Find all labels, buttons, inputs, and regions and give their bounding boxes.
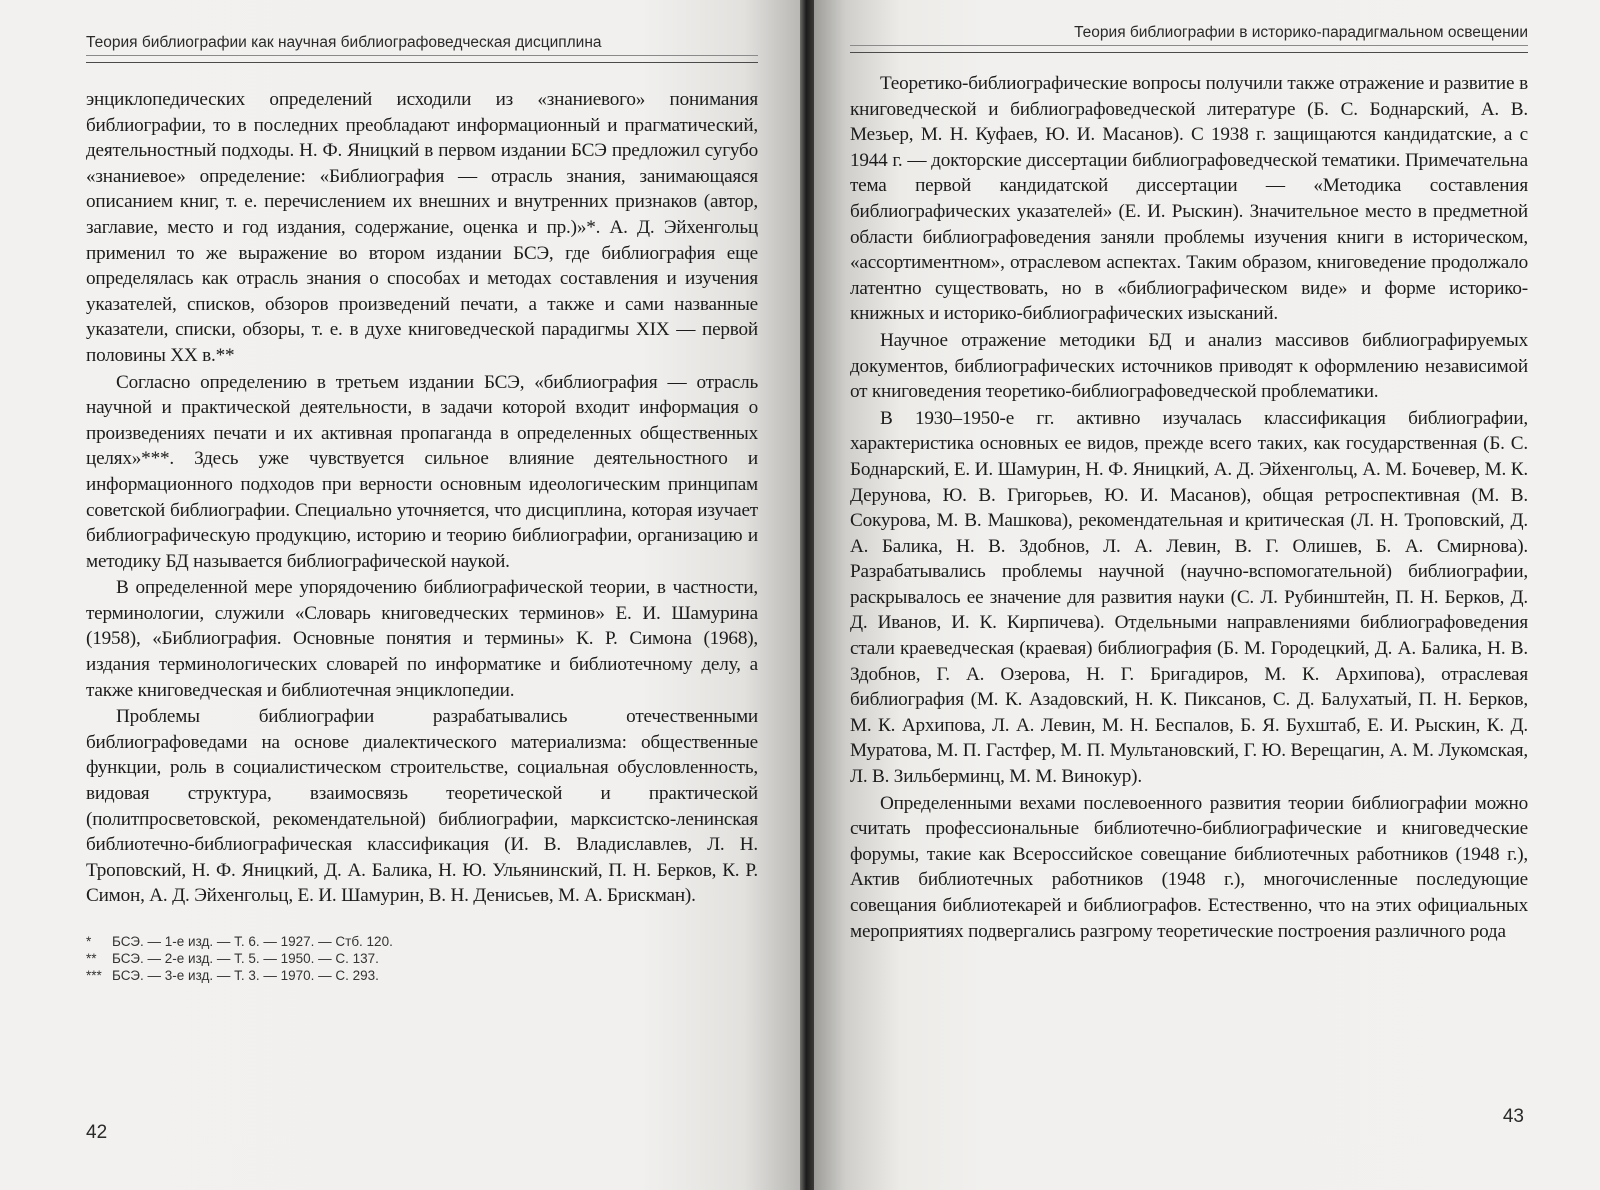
left-paragraph-3: В определенной мере упорядочению библиографической теории, в частности, терминологии, служили «Словарь книговедческих терминов» Е. И. Шамурина (1958), «Библиография. Основные понятия и термины» К. Р. Симона (1968), издания терминологических словарей по информатике и библиотечному делу, а также книговедческая и библиотечная энциклопедии. <box>86 577 758 701</box>
footnote-mark: *** <box>86 968 102 983</box>
footnote <box>86 933 758 950</box>
footnote-text: БСЭ. — 3-е изд. — Т. 3. — 1970. — С. 293. <box>112 968 379 983</box>
right-paragraph-1: Теоретико-библиографические вопросы получили также отражение и развитие в книговедческой и библиографоведческой литературе (Б. С. Боднарский, А. В. Мезьер, М. Н. Куфаев, Ю. И. Масанов). С 1938 г. защищаются кандидатские, а с 1944 г. — докторские диссертации библиографоведческой тематики. Примечательна тема первой кандидатской диссертации — «Методика составления библиографических указателей» (Е. И. Рыскин). Значительное место в предметной области библиографоведения заняли проблемы изучения книги в историческом, «ассортиментном», отраслевом аспектах. Таким образом, книговедение продолжало латентно существовать, но в «библиографическом виде» и форме историко-книжных и историко-библиографических изысканий. <box>850 73 1528 325</box>
right-paragraph-2: Научное отражение методики БД и анализ массивов библиографируемых документов, библиографических источников приводят к оформлению независимой от книговедения теоретико-библиографоведческой проблематики. <box>850 329 1528 403</box>
footnote <box>86 967 758 984</box>
left-paragraph-2: Согласно определению в третьем издании БСЭ, «библиография — отрасль научной и практической деятельности, в задачи которой входит информация о произведениях печати и их активная пропаганда в определенных общественных целях»***. Здесь уже чувствуется сильное влияние деятельностного и информационного подходов при верности основным идеологическим принципам советской библиографии. Специально уточняется, что дисциплина, которая изучает библиографическую продукцию, историю и теорию библиографии, организацию и методику БД называется библиографической наукой. <box>86 371 758 572</box>
running-head-left: Теория библиографии как научная библиографоведческая дисциплина <box>86 34 758 63</box>
footnotes <box>86 933 758 984</box>
left-paragraph-1: энциклопедических определений исходили из «знаниевого» понимания библиографии, то в последних преобладают информационный и прагматический, деятельностный подходы. Н. Ф. Яницкий в первом издании БСЭ предложил сугубо «знаниевое» определение: «Библиография — отрасль знания, занимающаяся описанием книг, т. е. перечислением их внешних и внутренних признаков (автор, заглавие, место и год издания, содержание, оценка и пр.)»*. А. Д. Эйхенгольц применил то же выражение во втором издании БСЭ, где библиография еще определялась как отрасль знания о способах и методах составления и изучения указателей, списков, обзоров произведений печати, а также и сами названные указатели, списки, обзоры, т. е. в духе книговедческой парадигмы XIX — первой половины XX в.** <box>86 89 758 366</box>
page-number-left: 42 <box>86 1122 108 1143</box>
footnote-mark: ** <box>86 951 97 966</box>
right-body-text <box>850 71 1528 944</box>
right-paragraph-3: В 1930–1950-е гг. активно изучалась классификация библиографии, характеристика основных ее видов, прежде всего таких, как государственная (Б. С. Боднарский, Е. И. Шамурин, Н. Ф. Яницкий, А. Д. Эйхенгольц, А. М. Бочевер, М. К. Дерунова, Ю. В. Григорьев, Ю. И. Масанов), общая ретроспективная (М. В. Сокурова, М. В. Машкова), рекомендательная и критическая (Л. Н. Троповский, Д. А. Балика, Н. В. Здобнов, Л. А. Левин, В. Г. Олишев, Б. А. Смирнова). Разрабатывались проблемы научной (научно-вспомогательной) библиографии, раскрывалось ее значение для развития науки (С. Л. Рубинштейн, П. Н. Берков, Д. Д. Иванов, И. К. Кирпичева). Отдельными направлениями библиографоведения стали краеведческая (краевая) библиография (Б. М. Городецкий, Д. А. Балика, Н. В. Здобнов, Г. А. Озерова, Н. Г. Бригадиров, М. К. Архипова), отраслевая библиография (М. К. Азадовский, Н. К. Пиксанов, С. Д. Балухатый, П. Н. Берков, М. К. Архипова, Л. А. Левин, М. Н. Беспалов, Б. Я. Бухштаб, Е. И. Рыскин, К. Д. Муратова, М. П. Гастфер, М. П. Мультановский, Г. Ю. Верещагин, А. М. Лукомская, Л. В. Зильберминц, М. М. Винокур). <box>850 407 1528 788</box>
footnote-mark: * <box>86 934 92 949</box>
book-gutter <box>800 0 814 1190</box>
footnote-text: БСЭ. — 2-е изд. — Т. 5. — 1950. — С. 137. <box>112 951 379 966</box>
left-body-text <box>86 87 758 909</box>
right-page <box>814 0 1600 1190</box>
running-head-right: Теория библиографии в историко-парадигмальном освещении <box>850 24 1528 53</box>
left-paragraph-4: Проблемы библиографии разрабатывались отечественными библиографоведами на основе диалектического материализма: общественные функции, роль в социалистическом строительстве, социальная обусловленность, видовая структура, взаимосвязь теоретической и практической (политпросветовской, рекомендательной) библиографии, марксистско-ленинская библиотечно-библиографическая классификация (И. В. Владиславлев, Л. Н. Троповский, Н. Ф. Яницкий, Д. А. Балика, Н. Ю. Ульянинский, П. Н. Берков, К. Р. Симон, А. Д. Эйхенгольц, Е. И. Шамурин, В. Н. Денисьев, М. А. Брискман). <box>86 706 758 907</box>
page-number-right: 43 <box>1502 1106 1524 1127</box>
footnote <box>86 950 758 967</box>
footnote-text: БСЭ. — 1-е изд. — Т. 6. — 1927. — Стб. 120. <box>112 934 393 949</box>
right-paragraph-4: Определенными вехами послевоенного развития теории библиографии можно считать профессиональные библиотечно-библиографические и книговедческие форумы, такие как Всероссийское совещание библиотечных работников (1948 г.), Актив библиотечных работников (1948 г.), многочисленные последующие совещания библиотекарей и библиографов. Естественно, что на этих официальных мероприятиях подвергались разгрому теоретические построения различного рода <box>850 792 1528 942</box>
